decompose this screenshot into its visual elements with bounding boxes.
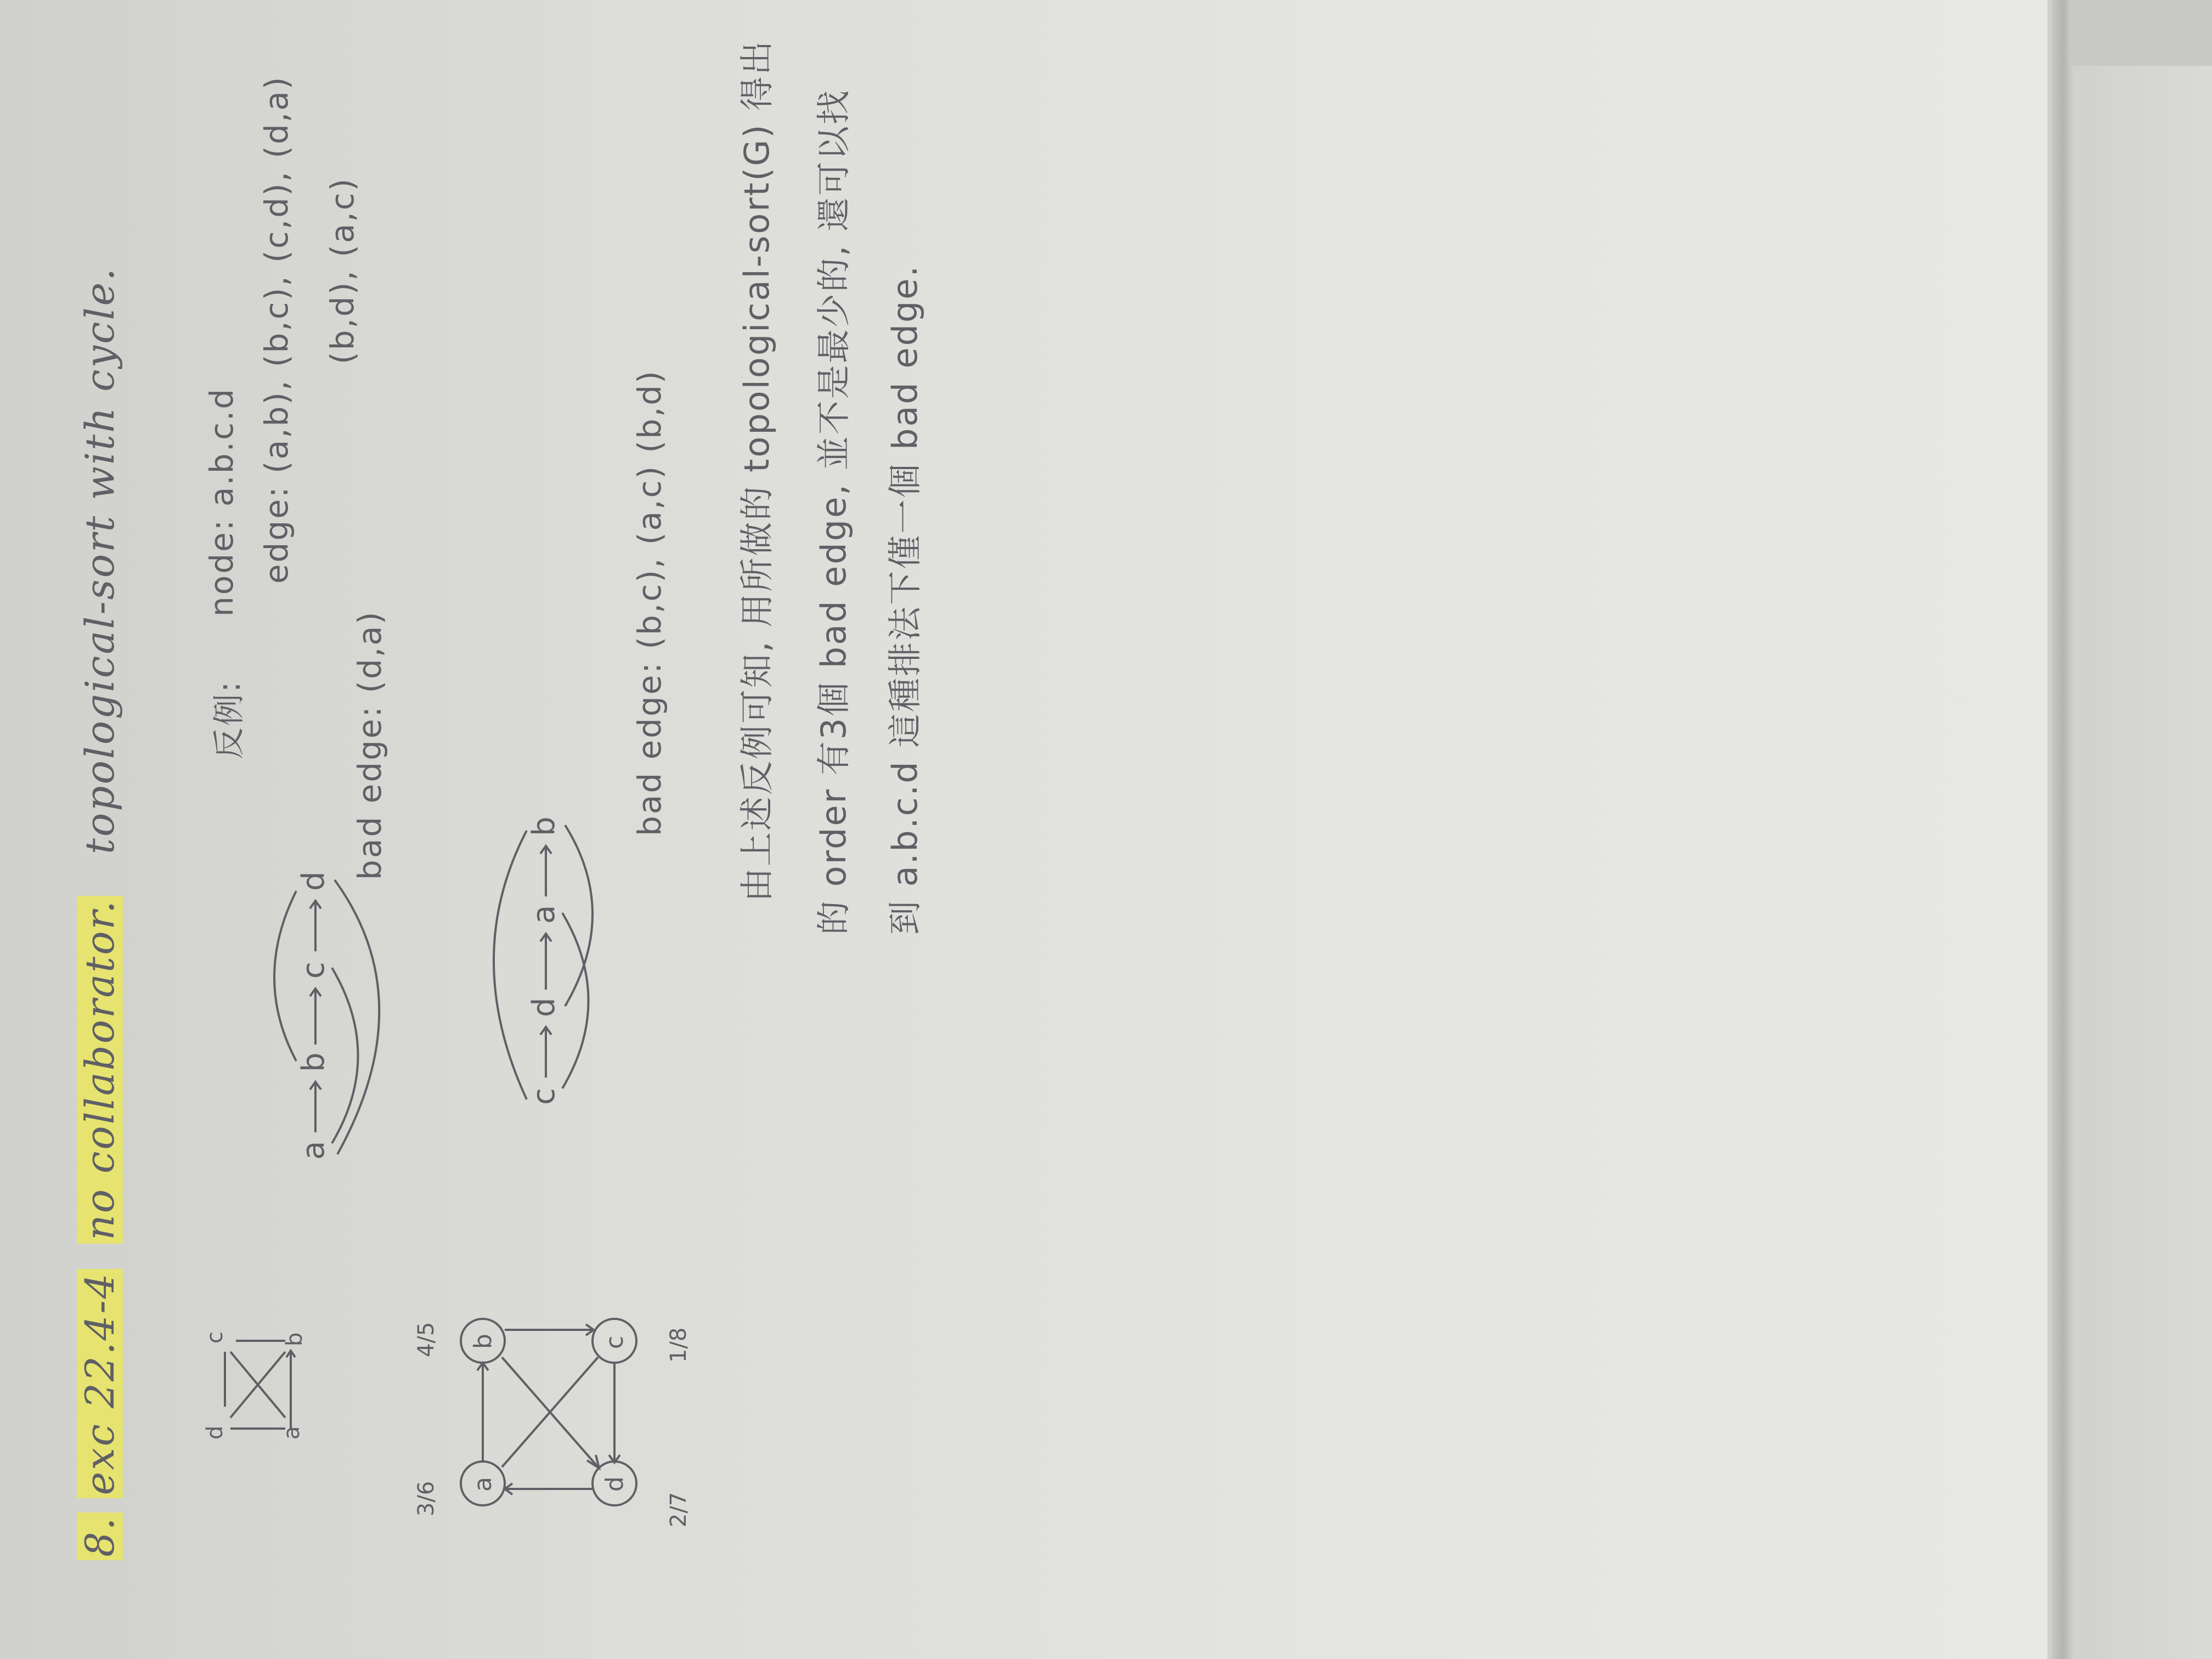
sketch-node-b: b: [282, 1332, 307, 1346]
order-one-arc-da: [335, 880, 379, 1154]
conclusion-line-3: 到 a.b.c.d 這種排法下僅一個 bad edge.: [885, 264, 925, 935]
dfs-node-d: d: [601, 1476, 629, 1492]
order-two-arc-ac: [562, 913, 589, 1088]
problem-statement: topological-sort with cycle.: [77, 266, 123, 855]
dfs-node-c: c: [601, 1335, 629, 1349]
sketch-node-d: d: [202, 1425, 228, 1440]
counterexample-edges-2: (b,d), (a,c): [324, 177, 361, 364]
order-two-node-3: a: [526, 905, 562, 924]
dfs-graph: [400, 1198, 708, 1538]
order-two-arc-bc: [494, 831, 527, 1099]
dfs-time-d: 2/7: [666, 1492, 691, 1527]
order-two-node-4: b: [526, 816, 562, 836]
sketch-graph: [202, 1319, 329, 1440]
dfs-time-b: 4/5: [414, 1322, 439, 1357]
exercise-ref: exc 22.4-4: [77, 1269, 123, 1499]
problem-header: [77, 267, 123, 1560]
dfs-node-a: a: [469, 1477, 497, 1492]
conclusion-line-2: 的 order 有3個 bad edge, 並不是最少的, 還可以找: [814, 88, 854, 935]
dfs-node-b: b: [469, 1334, 497, 1349]
order-one-node-1: a: [296, 1141, 331, 1160]
sketch-node-a: a: [279, 1426, 304, 1440]
order-two-diagram: [472, 693, 614, 1110]
collaborator-note: no collaborator.: [77, 896, 123, 1244]
order-two-node-1: c: [526, 1088, 562, 1105]
order-one-arc-bd: [274, 891, 296, 1061]
conclusion-line-1: 由上述反例可知, 用所做的 topological-sort(G) 得出: [737, 39, 777, 902]
problem-number: 8.: [77, 1513, 123, 1560]
order-one-node-3: c: [296, 962, 331, 979]
order-one-node-4: d: [296, 871, 331, 891]
sketch-node-c: c: [202, 1331, 228, 1344]
dfs-time-a: 3/6: [414, 1481, 439, 1516]
order-two-arc-bd: [565, 825, 592, 1006]
dfs-time-c: 1/8: [666, 1327, 691, 1363]
order-two-bad-edge: bad edge: (b,c), (a,c) (b,d): [631, 369, 668, 836]
order-one-arc-ac: [332, 968, 358, 1143]
order-two-node-2: d: [526, 997, 562, 1017]
counterexample-label: 反例:: [210, 680, 247, 759]
counterexample-nodes: node: a.b.c.d: [203, 387, 240, 617]
order-one-bad-edge: bad edge: (d,a): [351, 610, 388, 880]
counterexample-edges-1: edge: (a,b), (b,c), (c,d), (d,a): [258, 75, 295, 584]
order-one-node-2: b: [296, 1052, 331, 1072]
